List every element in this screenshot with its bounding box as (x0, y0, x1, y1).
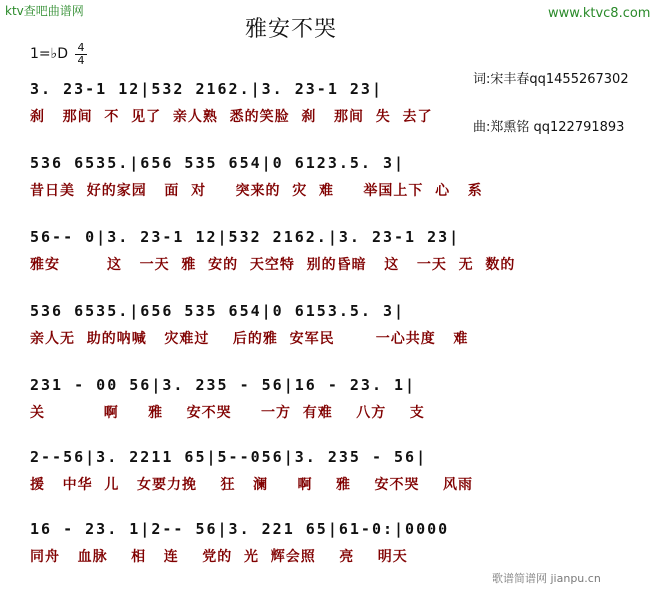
lyricist-credit: 词:宋丰春qq1455267302 (473, 72, 629, 87)
lyrics-line: 援 中华 儿 女要力挽 狂 澜 啊 雅 安不哭 风雨 (30, 477, 473, 493)
lyrics-line: 亲人无 助的呐喊 灾难过 后的雅 安军民 一心共度 难 (30, 331, 469, 347)
lyrics-line: 昔日美 好的家园 面 对 突来的 灾 难 举国上下 心 系 (30, 183, 483, 199)
site-watermark-top-left: ktv查吧曲谱网 (5, 4, 84, 18)
lyrics-line: 同舟 血脉 相 连 党的 光 辉会照 亮 明天 (30, 549, 408, 565)
meter-top: 4 (77, 41, 85, 54)
site-watermark-top-right: www.ktvc8.com (548, 6, 651, 21)
score-row-5 (30, 376, 630, 432)
notes-line: 16 - 23. 1|2-- 56|3. 221 65|61-0:|0000 (30, 520, 450, 538)
notes-line: 536 6535.|656 535 654|0 6153.5. 3| (30, 302, 406, 320)
score-row-2 (30, 154, 630, 210)
notes-line: 3. 23-1 12|532 2162.|3. 23-1 23| (30, 80, 383, 98)
lyrics-line: 关 啊 雅 安不哭 一方 有难 八方 支 (30, 405, 425, 421)
site-watermark-bottom-right: 歌谱简谱网 jianpu.cn (492, 572, 601, 585)
score-row-1 (30, 80, 630, 136)
notes-line: 2--56|3. 2211 65|5--056|3. 235 - 56| (30, 448, 428, 466)
composer-credit: 曲:郑熏铭 qq122791893 (473, 120, 625, 135)
score-row-6 (30, 448, 630, 504)
time-signature (75, 42, 87, 67)
notes-line: 536 6535.|656 535 654|0 6123.5. 3| (30, 154, 406, 172)
score-row-7 (30, 520, 630, 576)
score-row-3 (30, 228, 630, 284)
key-signature: 1=♭D (30, 46, 69, 62)
notes-line: 231 - 00 56|3. 235 - 56|16 - 23. 1| (30, 376, 417, 394)
score-row-4 (30, 302, 630, 358)
meter-bottom: 4 (75, 54, 87, 67)
song-title: 雅安不哭 (245, 17, 338, 42)
lyrics-line: 雅安 这 一天 雅 安的 天空特 别的昏暗 这 一天 无 数的 (30, 257, 516, 273)
notes-line: 56-- 0|3. 23-1 12|532 2162.|3. 23-1 23| (30, 228, 461, 246)
lyrics-line: 刹 那间 不 见了 亲人熟 悉的笑脸 刹 那间 失 去了 (30, 109, 433, 125)
